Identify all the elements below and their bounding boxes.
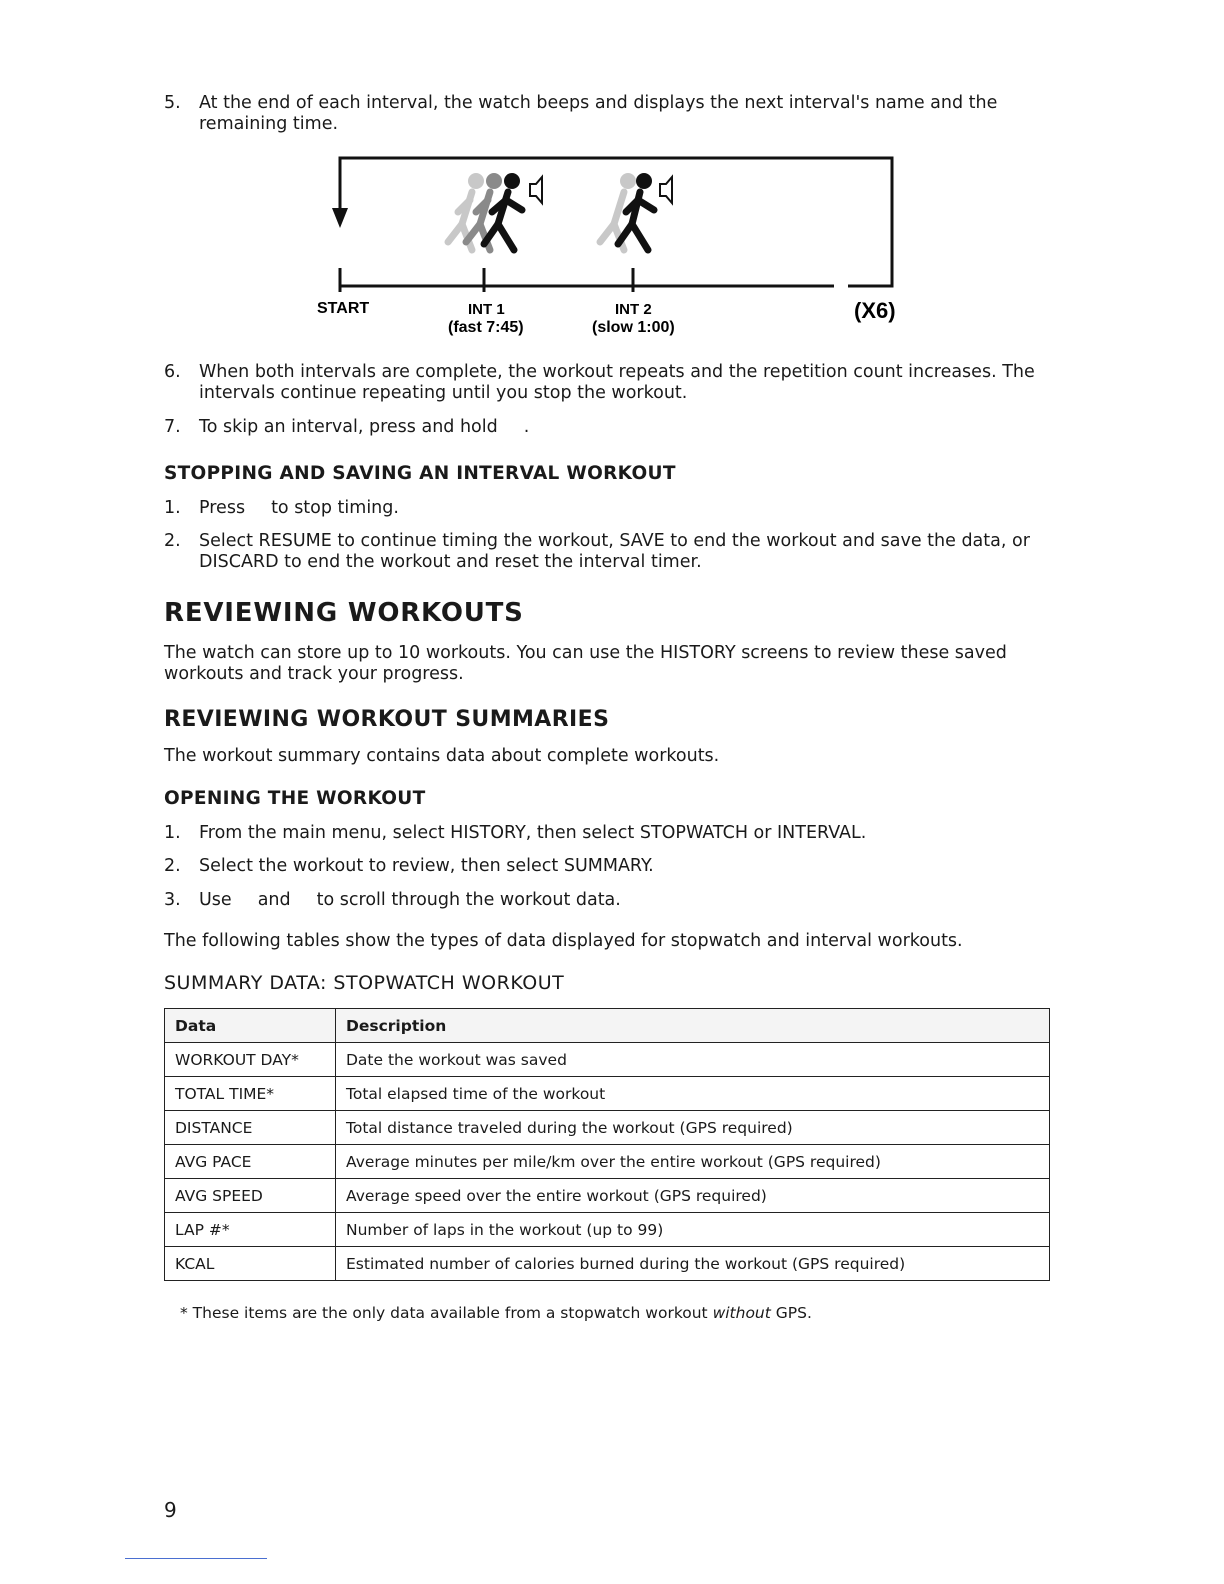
step-text: Press to stop timing. xyxy=(199,498,399,518)
description-cell: Total distance traveled during the workout (GPS required) xyxy=(336,1111,1050,1145)
label-repeat: (X6) xyxy=(854,298,896,323)
reviewing-intro: The watch can store up to 10 workouts. You can use the HISTORY screens to review these saved workouts and track your progress. xyxy=(164,643,1007,684)
tables-intro: The following tables show the types of data displayed for stopwatch and interval workouts. xyxy=(164,931,963,951)
step-text: Select RESUME to continue timing the workout, SAVE to end the workout and save the data, or DISCARD to end the workout and reset the interval timer. xyxy=(199,531,1030,572)
section-heading-opening: OPENING THE WORKOUT xyxy=(164,788,426,809)
label-start: START xyxy=(317,300,370,317)
column-header-description: Description xyxy=(336,1009,1050,1043)
step-number: 1. xyxy=(164,823,181,843)
step-text: To skip an interval, press and hold . xyxy=(199,417,530,437)
description-cell: Estimated number of calories burned during the workout (GPS required) xyxy=(336,1247,1050,1281)
step-number: 6. xyxy=(164,362,181,382)
label-int1: INT 1 xyxy=(468,301,505,318)
data-cell: AVG PACE xyxy=(165,1145,336,1179)
data-cell: AVG SPEED xyxy=(165,1179,336,1213)
runner-icon xyxy=(600,173,654,250)
speaker-icon xyxy=(530,177,542,203)
table-row xyxy=(165,1213,1050,1247)
data-cell: WORKOUT DAY* xyxy=(165,1043,336,1077)
interval-diagram xyxy=(300,150,920,345)
table-row xyxy=(165,1179,1050,1213)
table-header-row xyxy=(165,1009,1050,1043)
step-number: 2. xyxy=(164,531,181,551)
speaker-icon xyxy=(660,177,672,203)
label-int1-detail: (fast 7:45) xyxy=(448,319,524,336)
step-text: From the main menu, select HISTORY, then select STOPWATCH or INTERVAL. xyxy=(199,823,867,843)
step-number: 2. xyxy=(164,856,181,876)
description-cell: Date the workout was saved xyxy=(336,1043,1050,1077)
data-cell: KCAL xyxy=(165,1247,336,1281)
table-row xyxy=(165,1077,1050,1111)
label-int2: INT 2 xyxy=(615,301,652,318)
table-row xyxy=(165,1043,1050,1077)
data-cell: TOTAL TIME* xyxy=(165,1077,336,1111)
step-number: 7. xyxy=(164,417,181,437)
table-caption: SUMMARY DATA: STOPWATCH WORKOUT xyxy=(164,972,565,994)
description-cell: Average speed over the entire workout (GPS required) xyxy=(336,1179,1050,1213)
step-number: 3. xyxy=(164,890,181,910)
loop-arrow-head xyxy=(332,208,348,228)
step-text: At the end of each interval, the watch beeps and displays the next interval's name and the remaining time. xyxy=(199,93,998,134)
data-cell: LAP #* xyxy=(165,1213,336,1247)
page-heading-reviewing-workouts: REVIEWING WORKOUTS xyxy=(164,598,524,628)
data-cell: DISTANCE xyxy=(165,1111,336,1145)
step-number: 5. xyxy=(164,93,181,113)
table-row xyxy=(165,1111,1050,1145)
section-heading-stopping: STOPPING AND SAVING AN INTERVAL WORKOUT xyxy=(164,463,676,484)
step-text: Select the workout to review, then select SUMMARY. xyxy=(199,856,654,876)
table-row xyxy=(165,1145,1050,1179)
summary-table xyxy=(164,1008,1050,1281)
section-heading-summaries: REVIEWING WORKOUT SUMMARIES xyxy=(164,707,610,732)
page-number: 9 xyxy=(164,1498,177,1522)
footnote: * These items are the only data available from a stopwatch workout without GPS. xyxy=(180,1304,812,1322)
footer-rule xyxy=(125,1558,267,1559)
runner-icon xyxy=(448,173,522,250)
table-row xyxy=(165,1247,1050,1281)
step-text: When both intervals are complete, the workout repeats and the repetition count increases. The intervals continue repeating until you stop the workout. xyxy=(199,362,1035,403)
description-cell: Total elapsed time of the workout xyxy=(336,1077,1050,1111)
column-header-data: Data xyxy=(165,1009,336,1043)
description-cell: Average minutes per mile/km over the entire workout (GPS required) xyxy=(336,1145,1050,1179)
label-int2-detail: (slow 1:00) xyxy=(592,319,675,336)
description-cell: Number of laps in the workout (up to 99) xyxy=(336,1213,1050,1247)
summaries-intro: The workout summary contains data about complete workouts. xyxy=(164,746,720,766)
step-text: Use and to scroll through the workout data. xyxy=(199,890,621,910)
step-number: 1. xyxy=(164,498,181,518)
